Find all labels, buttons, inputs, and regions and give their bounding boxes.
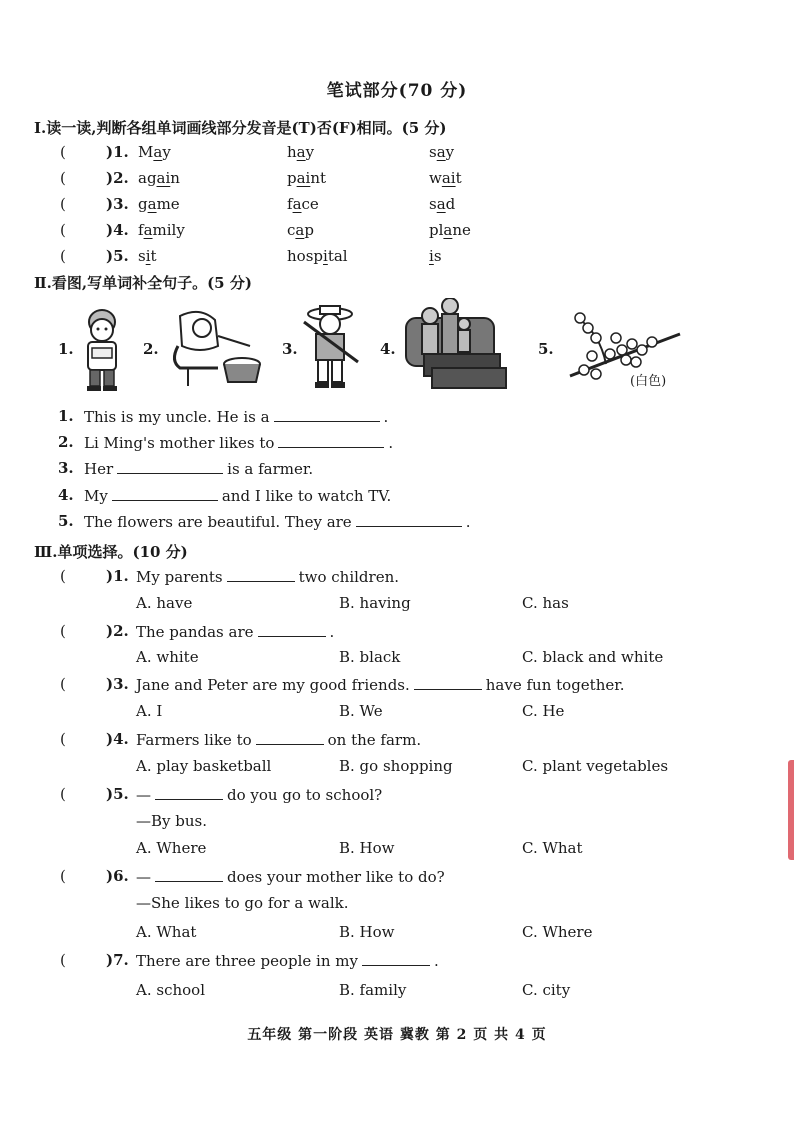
word-1-underlined: i — [145, 247, 151, 265]
question-text-before: — — [136, 786, 151, 804]
word-3-pre: w — [429, 169, 442, 187]
item-number: )7. — [106, 951, 129, 969]
picture-5-note: (白色) — [630, 374, 667, 389]
answer-paren[interactable]: ( — [60, 221, 66, 239]
word-1-post: t — [150, 247, 157, 265]
word-3-underlined: a — [436, 143, 446, 161]
option-a[interactable]: A. white — [136, 648, 199, 666]
option-c[interactable]: C. city — [522, 981, 571, 999]
word-3-post: t — [455, 169, 462, 187]
word-2-post: ce — [301, 195, 319, 213]
word-2-post: p — [304, 221, 314, 239]
picture-number-4: 4. — [380, 340, 396, 358]
question-text-before: — — [136, 868, 151, 886]
word-2-underlined: a — [292, 195, 302, 213]
word-2-pre: f — [287, 195, 293, 213]
answer-paren[interactable]: ( — [60, 785, 66, 803]
sentence — [84, 486, 391, 505]
question-text-after: does your mother like to do? — [227, 868, 445, 886]
question — [136, 730, 421, 749]
word-1-pre: M — [138, 143, 154, 161]
page-edge-mark — [788, 760, 794, 860]
page-title: 笔试部分(70 分) — [326, 81, 468, 101]
word-1-pre: ag — [138, 169, 157, 187]
question — [136, 622, 334, 641]
question-text-before: My parents — [136, 568, 223, 586]
option-b[interactable]: B. go shopping — [339, 757, 453, 775]
sentence-text-before: This is my uncle. He is a — [84, 408, 270, 426]
answer-paren[interactable]: ( — [60, 622, 66, 640]
answer-line: —By bus. — [136, 812, 207, 830]
answer-blank[interactable] — [117, 459, 223, 474]
word-2 — [287, 247, 348, 265]
uncle-doctor-picture — [78, 306, 126, 392]
word-2 — [287, 169, 326, 187]
option-b[interactable]: B. How — [339, 923, 395, 941]
word-2-post: y — [305, 143, 315, 161]
family-watching-tv-picture — [402, 298, 512, 394]
answer-blank[interactable] — [256, 730, 324, 745]
word-3-pre: pl — [429, 221, 444, 239]
question — [136, 867, 445, 886]
answer-blank[interactable] — [356, 512, 462, 527]
word-1-pre: s — [138, 247, 146, 265]
word-3-post: d — [445, 195, 456, 213]
word-2-pre: hosp — [287, 247, 323, 265]
option-b[interactable]: B. black — [339, 648, 401, 666]
word-1-underlined: ai — [156, 169, 171, 187]
word-2-underlined: ai — [296, 169, 311, 187]
option-a[interactable]: A. have — [136, 594, 193, 612]
word-3-post: y — [445, 143, 455, 161]
question-text-after: do you go to school? — [227, 786, 383, 804]
question-text-before: There are three people in my — [136, 952, 358, 970]
option-c[interactable]: C. He — [522, 702, 565, 720]
answer-paren[interactable]: ( — [60, 867, 66, 885]
answer-blank[interactable] — [155, 867, 223, 882]
option-c[interactable]: C. Where — [522, 923, 593, 941]
question-text-after: have fun together. — [485, 676, 625, 694]
word-2-pre: c — [287, 221, 296, 239]
word-3 — [429, 221, 471, 239]
option-b[interactable]: B. having — [339, 594, 411, 612]
word-3-underlined: ai — [441, 169, 456, 187]
item-number: )3. — [106, 195, 129, 213]
option-a[interactable]: A. Where — [136, 839, 207, 857]
word-2 — [287, 143, 314, 161]
word-2-underlined: a — [296, 143, 306, 161]
option-b[interactable]: B. We — [339, 702, 383, 720]
answer-blank[interactable] — [414, 675, 482, 690]
question-text-before: The pandas are — [136, 623, 254, 641]
question-text-before: Jane and Peter are my good friends. — [136, 676, 410, 694]
question-text-before: Farmers like to — [136, 731, 252, 749]
item-number: )4. — [106, 221, 129, 239]
picture-number-3: 3. — [282, 340, 298, 358]
section1-heading: Ⅰ.读一读,判断各组单词画线部分发音是(T)否(F)相同。(5 分) — [34, 119, 447, 137]
word-2-post: tal — [327, 247, 348, 265]
picture-number-5: 5. — [538, 340, 554, 358]
item-number: )2. — [106, 169, 129, 187]
answer-blank[interactable] — [278, 433, 384, 448]
word-1 — [138, 169, 180, 187]
word-1-post: mily — [152, 221, 185, 239]
item-number: )2. — [106, 622, 129, 640]
answer-paren[interactable]: ( — [60, 195, 66, 213]
sentence-text-after: . — [388, 434, 394, 452]
word-3-underlined: a — [436, 195, 446, 213]
section2-heading: Ⅱ.看图,写单词补全句子。(5 分) — [34, 274, 252, 292]
option-a[interactable]: A. What — [136, 923, 197, 941]
option-c[interactable]: C. has — [522, 594, 569, 612]
answer-blank[interactable] — [112, 486, 218, 501]
question — [136, 567, 399, 586]
sentence — [84, 459, 313, 478]
question-text-after: . — [433, 952, 439, 970]
page-footer: 五年级 第一阶段 英语 冀教 第 2 页 共 4 页 — [247, 1027, 547, 1043]
question-text-after: . — [329, 623, 335, 641]
word-1 — [138, 143, 171, 161]
item-number: )1. — [106, 143, 129, 161]
word-1-underlined: a — [147, 195, 157, 213]
word-3-pre: s — [429, 143, 437, 161]
item-number: )4. — [106, 730, 129, 748]
item-number: )5. — [106, 785, 129, 803]
word-1 — [138, 195, 180, 213]
word-2 — [287, 195, 319, 213]
word-2-underlined: a — [295, 221, 305, 239]
word-1-post: me — [156, 195, 180, 213]
sentence — [84, 407, 388, 426]
farmer-picture — [300, 302, 362, 390]
answer-blank[interactable] — [155, 785, 223, 800]
answer-paren[interactable]: ( — [60, 567, 66, 585]
word-2-underlined: i — [323, 247, 328, 265]
sentence-number: 3. — [58, 459, 74, 477]
word-3 — [429, 169, 462, 187]
word-2-post: nt — [310, 169, 327, 187]
sentence-text-after: and I like to watch TV. — [221, 487, 392, 505]
word-3-post: s — [433, 247, 442, 265]
word-3-pre: s — [429, 195, 437, 213]
word-2-pre: h — [287, 143, 297, 161]
word-1-underlined: a — [143, 221, 153, 239]
question — [136, 951, 439, 970]
sentence-number: 5. — [58, 512, 74, 530]
question — [136, 785, 382, 804]
word-1-pre: g — [138, 195, 148, 213]
sentence — [84, 433, 393, 452]
item-number: )5. — [106, 247, 129, 265]
sentence-text-after: . — [383, 408, 389, 426]
item-number: )6. — [106, 867, 129, 885]
sentence-number: 1. — [58, 407, 74, 425]
item-number: )3. — [106, 675, 129, 693]
word-1-post: n — [170, 169, 180, 187]
word-1-underlined: a — [153, 143, 163, 161]
word-1-post: y — [162, 143, 171, 161]
answer-paren[interactable]: ( — [60, 951, 66, 969]
option-a[interactable]: A. play basketball — [136, 757, 272, 775]
option-c[interactable]: C. What — [522, 839, 583, 857]
option-c[interactable]: C. black and white — [522, 648, 664, 666]
option-b[interactable]: B. How — [339, 839, 395, 857]
option-a[interactable]: A. school — [136, 981, 205, 999]
word-2 — [287, 221, 314, 239]
option-c[interactable]: C. plant vegetables — [522, 757, 669, 775]
option-b[interactable]: B. family — [339, 981, 407, 999]
sentence-text-before: Her — [84, 460, 114, 478]
answer-paren[interactable]: ( — [60, 169, 66, 187]
answer-blank[interactable] — [274, 407, 380, 422]
sentence-text-before: My — [84, 487, 108, 505]
mother-cooking-picture — [160, 306, 272, 390]
answer-paren[interactable]: ( — [60, 143, 66, 161]
question-text-after: two children. — [298, 568, 399, 586]
item-number: )1. — [106, 567, 129, 585]
white-flowers-branch-picture — [566, 304, 686, 386]
sentence-text-before: Li Ming's mother likes to — [84, 434, 275, 452]
word-3 — [429, 247, 442, 265]
answer-paren[interactable]: ( — [60, 730, 66, 748]
word-3-underlined: a — [443, 221, 453, 239]
sentence — [84, 512, 470, 531]
answer-line: —She likes to go for a walk. — [136, 894, 349, 912]
word-1 — [138, 221, 185, 239]
sentence-text-after: is a farmer. — [227, 460, 314, 478]
option-a[interactable]: A. I — [136, 702, 163, 720]
word-3-underlined: i — [429, 247, 434, 265]
answer-blank[interactable] — [227, 567, 295, 582]
sentence-text-after: . — [465, 513, 471, 531]
word-1 — [138, 247, 157, 265]
question — [136, 675, 625, 694]
sentence-text-before: The flowers are beautiful. They are — [84, 513, 352, 531]
picture-number-2: 2. — [143, 340, 159, 358]
question-text-after: on the farm. — [327, 731, 422, 749]
picture-number-1: 1. — [58, 340, 74, 358]
answer-blank[interactable] — [258, 622, 326, 637]
word-3 — [429, 195, 455, 213]
word-3 — [429, 143, 454, 161]
word-3-post: ne — [452, 221, 471, 239]
word-1-pre: f — [138, 221, 144, 239]
sentence-number: 2. — [58, 433, 74, 451]
answer-paren[interactable]: ( — [60, 247, 66, 265]
sentence-number: 4. — [58, 486, 74, 504]
answer-blank[interactable] — [362, 951, 430, 966]
word-2-pre: p — [287, 169, 297, 187]
answer-paren[interactable]: ( — [60, 675, 66, 693]
section3-heading: Ⅲ.单项选择。(10 分) — [34, 543, 188, 561]
